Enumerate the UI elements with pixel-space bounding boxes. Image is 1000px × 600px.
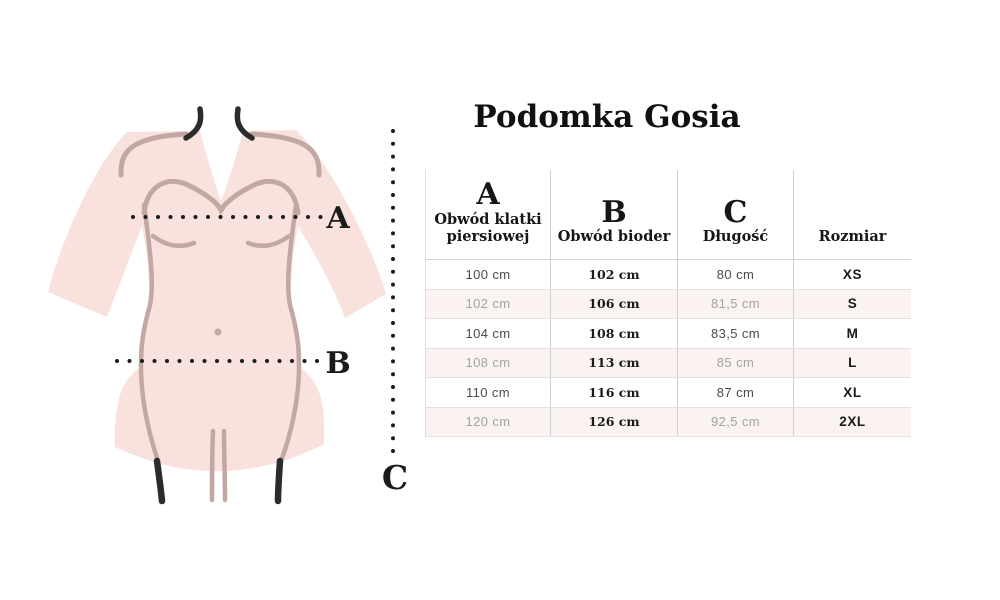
table-row	[426, 290, 911, 320]
cell-size: M	[846, 325, 859, 341]
leg-left-line	[157, 461, 162, 501]
robe-silhouette-shape	[48, 130, 386, 471]
header-label-chest: Obwód klatki piersiowej	[434, 210, 542, 246]
cell-chest: 120 cm	[426, 408, 551, 437]
header-label-length: Długość	[702, 228, 769, 246]
header-col-size	[794, 170, 911, 259]
measurement-label-b: B	[325, 346, 351, 381]
belt-tie-right-line	[224, 431, 225, 500]
cell-hips: 113 cm	[551, 349, 678, 378]
cell-size: XL	[843, 384, 862, 400]
cell-length: 80 cm	[678, 260, 794, 289]
cell-chest: 108 cm	[426, 349, 551, 378]
header-letter-c: C	[723, 194, 748, 230]
cell-length: 92,5 cm	[678, 408, 794, 437]
header-col-chest	[426, 170, 551, 259]
measurement-label-a: A	[326, 201, 350, 236]
cell-size: S	[847, 296, 858, 312]
cell-hips: 108 cm	[551, 319, 678, 348]
page-title: Podomka Gosia	[473, 99, 741, 135]
cell-chest: 110 cm	[426, 378, 551, 407]
leg-right-line	[278, 461, 280, 501]
table-row	[426, 349, 911, 379]
header-letter-b: B	[601, 194, 627, 230]
table-row	[426, 378, 911, 408]
cell-size: XS	[842, 266, 863, 282]
cell-chest: 100 cm	[426, 260, 551, 289]
size-table	[425, 170, 911, 437]
header-col-length	[678, 170, 794, 259]
header-col-hips	[551, 170, 678, 259]
belt-tie-left-line	[212, 431, 213, 500]
table-header	[426, 170, 911, 260]
cell-length: 83,5 cm	[678, 319, 794, 348]
measurement-label-c: C	[381, 458, 409, 497]
header-label-size: Rozmiar	[818, 228, 887, 246]
cell-length: 85 cm	[678, 349, 794, 378]
header-label-hips: Obwód bioder	[557, 228, 671, 246]
cell-chest: 102 cm	[426, 290, 551, 319]
cell-hips: 116 cm	[551, 378, 678, 407]
cell-chest: 104 cm	[426, 319, 551, 348]
header-letter-a: A	[476, 177, 500, 213]
table-row	[426, 260, 911, 290]
cell-hips: 126 cm	[551, 408, 678, 437]
cell-length: 81,5 cm	[678, 290, 794, 319]
cell-hips: 106 cm	[551, 290, 678, 319]
table-row	[426, 319, 911, 349]
cell-size: 2XL	[839, 414, 866, 430]
cell-hips: 102 cm	[551, 260, 678, 289]
table-row	[426, 408, 911, 438]
hanger-hook-right-icon	[237, 109, 252, 138]
navel-dot	[215, 329, 222, 336]
cell-size: L	[848, 355, 857, 371]
garment-illustration	[0, 0, 440, 520]
cell-length: 87 cm	[678, 378, 794, 407]
